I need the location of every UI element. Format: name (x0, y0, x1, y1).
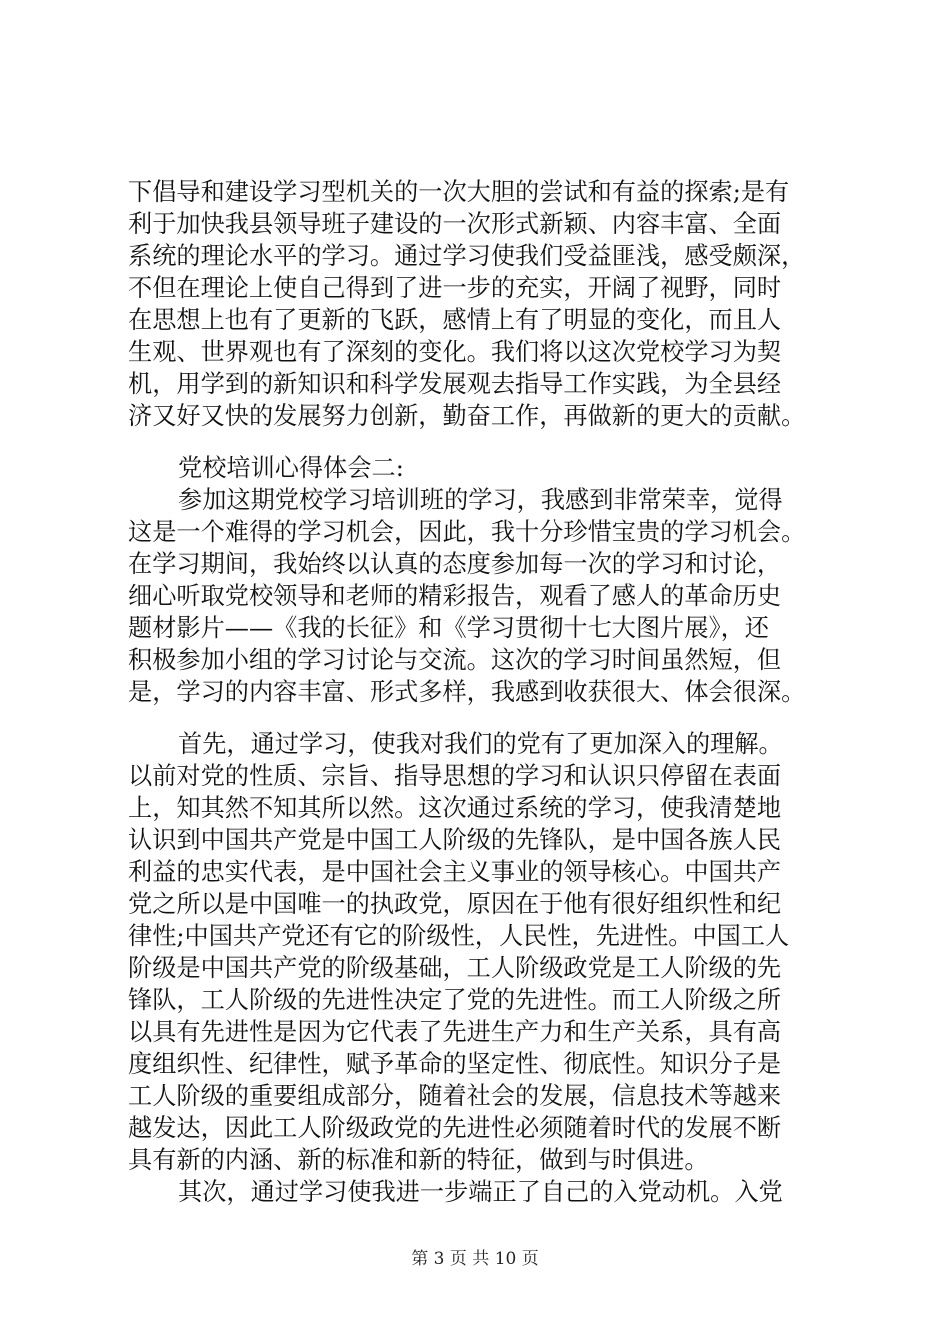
paragraph-2-line-4: 细心听取党校领导和老师的精彩报告，观看了感人的革命历史 (128, 582, 782, 610)
page-number-footer: 第 3 页 共 10 页 (411, 1249, 539, 1269)
paragraph-3-line-6: 党之所以是中国唯一的执政党，原因在于他有很好组织性和纪 (128, 890, 782, 918)
paragraph-3-line-8: 阶级是中国共产党的阶级基础，工人阶级政党是工人阶级的先 (128, 954, 782, 982)
paragraph-2-line-3: 在学习期间，我始终以认真的态度参加每一次的学习和讨论， (128, 550, 782, 578)
paragraph-1-line-4: 不但在理论上使自己得到了进一步的充实，开阔了视野，同时 (128, 274, 782, 302)
paragraph-1-line-6: 生观、世界观也有了深刻的变化。我们将以这次党校学习为契 (128, 338, 782, 366)
paragraph-1-line-3: 系统的理论水平的学习。通过学习使我们受益匪浅，感受颇深， (128, 242, 806, 270)
paragraph-1-line-5: 在思想上也有了更新的飞跃，感情上有了明显的变化，而且人 (128, 306, 782, 334)
paragraph-1-line-7: 机，用学到的新知识和科学发展观去指导工作实践，为全县经 (128, 370, 782, 398)
paragraph-1-line-2: 利于加快我县领导班子建设的一次形式新颖、内容丰富、全面 (128, 210, 782, 238)
paragraph-3-line-1: 首先，通过学习，使我对我们的党有了更加深入的理解。 (178, 730, 783, 758)
paragraph-3-line-9: 锋队，工人阶级的先进性决定了党的先进性。而工人阶级之所 (128, 986, 782, 1014)
paragraph-3-line-4: 认识到中国共产党是中国工人阶级的先锋队，是中国各族人民 (128, 826, 782, 854)
paragraph-3-line-11: 度组织性、纪律性，赋予革命的坚定性、彻底性。知识分子是 (128, 1050, 782, 1078)
paragraph-2-line-2: 这是一个难得的学习机会，因此，我十分珍惜宝贵的学习机会。 (128, 518, 806, 546)
paragraph-2-line-6: 积极参加小组的学习讨论与交流。这次的学习时间虽然短，但 (128, 646, 782, 674)
paragraph-3-line-14: 具有新的内涵、新的标准和新的特征，做到与时俱进。 (128, 1146, 709, 1174)
paragraph-1-line-8: 济又好又快的发展努力创新，勤奋工作，再做新的更大的贡献。 (128, 402, 806, 430)
paragraph-3-line-3: 上，知其然不知其所以然。这次通过系统的学习，使我清楚地 (128, 794, 782, 822)
paragraph-3-line-10: 以具有先进性是因为它代表了先进生产力和生产关系，具有高 (128, 1018, 782, 1046)
paragraph-2-line-1: 参加这期党校学习培训班的学习，我感到非常荣幸，觉得 (178, 486, 783, 514)
paragraph-2-line-7: 是，学习的内容丰富、形式多样，我感到收获很大、体会很深。 (128, 678, 806, 706)
paragraph-3-line-5: 利益的忠实代表，是中国社会主义事业的领导核心。中国共产 (128, 858, 782, 886)
section-heading: 党校培训心得体会二: (178, 454, 404, 482)
paragraph-3-line-12: 工人阶级的重要组成部分，随着社会的发展，信息技术等越来 (128, 1082, 782, 1110)
paragraph-3-line-13: 越发达，因此工人阶级政党的先进性必须随着时代的发展不断 (128, 1114, 782, 1142)
paragraph-4-line-1: 其次，通过学习使我进一步端正了自己的入党动机。入党 (178, 1178, 783, 1206)
paragraph-1-line-1: 下倡导和建设学习型机关的一次大胆的尝试和有益的探索;是有 (128, 178, 790, 206)
paragraph-3-line-7: 律性;中国共产党还有它的阶级性，人民性，先进性。中国工人 (128, 922, 790, 950)
paragraph-3-line-2: 以前对党的性质、宗旨、指导思想的学习和认识只停留在表面 (128, 762, 782, 790)
paragraph-2-line-5: 题材影片——《我的长征》和《学习贯彻十七大图片展》，还 (128, 614, 769, 642)
